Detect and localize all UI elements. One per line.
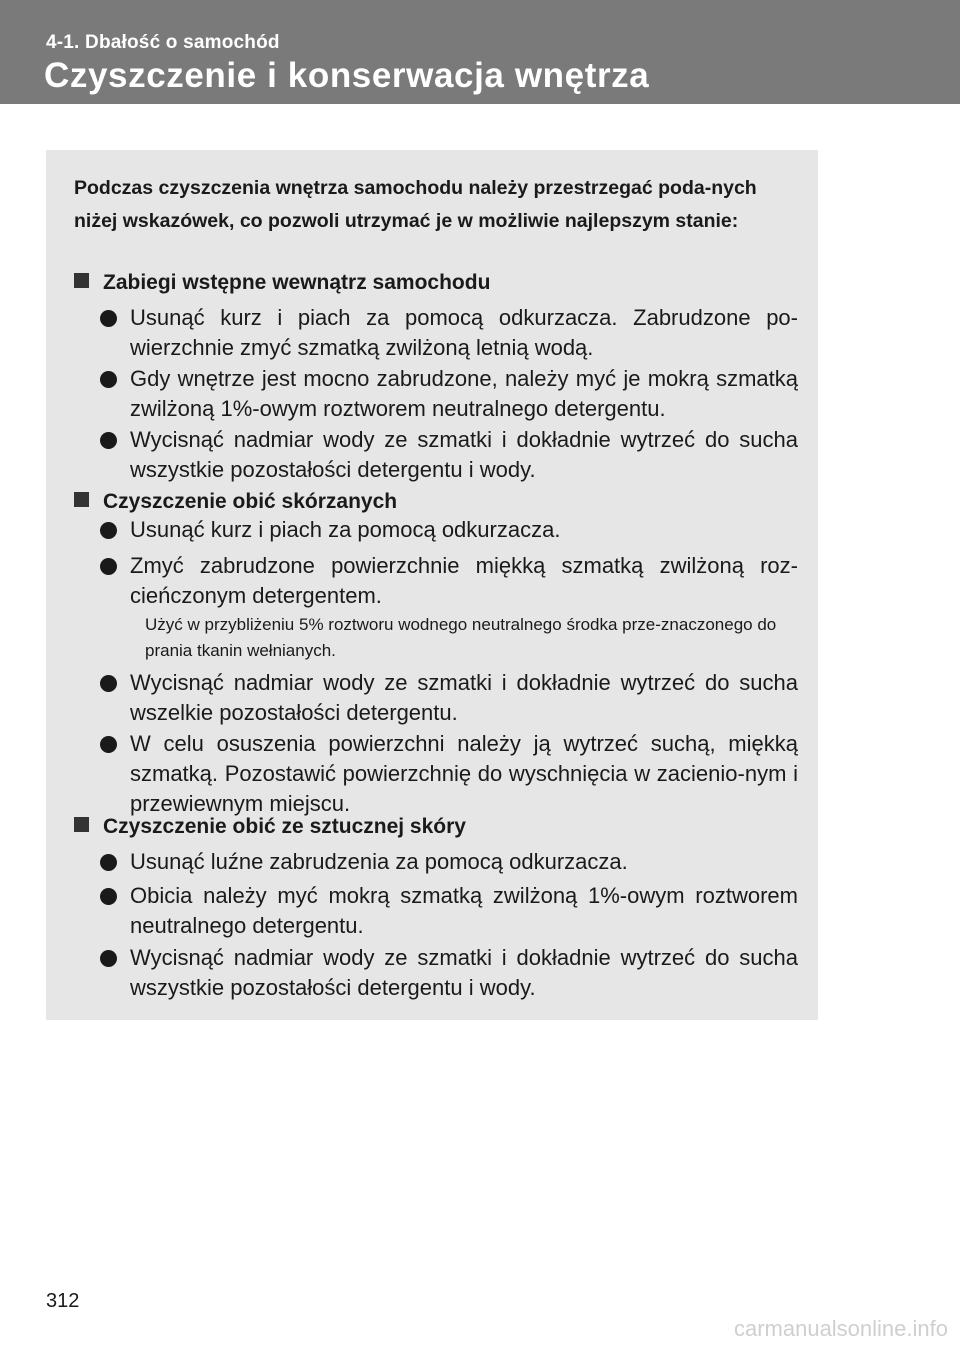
bullet-icon: [100, 432, 117, 449]
bullet-icon: [100, 854, 117, 871]
list-item: Obicia należy myć mokrą szmatką zwilżoną 1%-owym roztworem neutralnego detergentu.: [100, 881, 798, 941]
bullet-icon: [100, 310, 117, 327]
bullet-icon: [100, 522, 117, 539]
section-label: 4-1. Dbałość o samochód: [46, 32, 280, 53]
list-item: Gdy wnętrze jest mocno zabrudzone, należy myć je mokrą szmatką zwilżoną 1%-owym roztworem neutralnego detergentu.: [100, 364, 798, 424]
bullet-icon: [100, 558, 117, 575]
page-header: [0, 0, 960, 104]
bullet-icon: [100, 675, 117, 692]
watermark: carmanualsonline.info: [733, 1316, 948, 1341]
list-item: Usunąć luźne zabrudzenia za pomocą odkurzacza.: [100, 847, 798, 877]
square-bullet-icon: [74, 492, 89, 507]
list-item: Wycisnąć nadmiar wody ze szmatki i dokładnie wytrzeć do sucha wszystkie pozostałości detergentu i wody.: [100, 943, 798, 1003]
list-item: W celu osuszenia powierzchni należy ją wytrzeć suchą, miękką szmatką. Pozostawić powierzchnię do wyschnięcia w zacienio-nym i przewiewnym miejscu.: [100, 729, 798, 819]
bullet-icon: [100, 950, 117, 967]
list-item: Zmyć zabrudzone powierzchnie miękką szmatką zwilżoną roz-cieńczonym detergentem.: [100, 551, 798, 611]
bullet-icon: [100, 371, 117, 388]
section-heading-leather: Czyszczenie obić skórzanych: [74, 487, 798, 517]
bullet-icon: [100, 888, 117, 905]
square-bullet-icon: [74, 273, 89, 288]
list-item: Usunąć kurz i piach za pomocą odkurzacza.: [100, 515, 798, 545]
intro-text: Podczas czyszczenia wnętrza samochodu należy przestrzegać poda-nych niżej wskazówek, co pozwoli utrzymać je w możliwie najlepszym stanie:: [74, 177, 757, 232]
page-number: 312: [46, 1290, 80, 1312]
list-item: Usunąć kurz i piach za pomocą odkurzacza. Zabrudzone po-wierzchnie zmyć szmatką zwilżoną letnią wodą.: [100, 303, 798, 363]
bullet-icon: [100, 736, 117, 753]
note-text: Użyć w przybliżeniu 5% roztworu wodnego neutralnego środka prze-znaczonego do prania tkanin wełnianych.: [145, 615, 777, 660]
section-heading-artificial-leather: Czyszczenie obić ze sztucznej skóry: [74, 812, 798, 842]
page-title: Czyszczenie i konserwacja wnętrza: [44, 56, 650, 95]
list-item: Wycisnąć nadmiar wody ze szmatki i dokładnie wytrzeć do sucha wszystkie pozostałości detergentu i wody.: [100, 425, 798, 485]
section-heading-preliminary: Zabiegi wstępne wewnątrz samochodu: [74, 268, 798, 298]
list-item: Wycisnąć nadmiar wody ze szmatki i dokładnie wytrzeć do sucha wszelkie pozostałości detergentu.: [100, 668, 798, 728]
square-bullet-icon: [74, 817, 89, 832]
